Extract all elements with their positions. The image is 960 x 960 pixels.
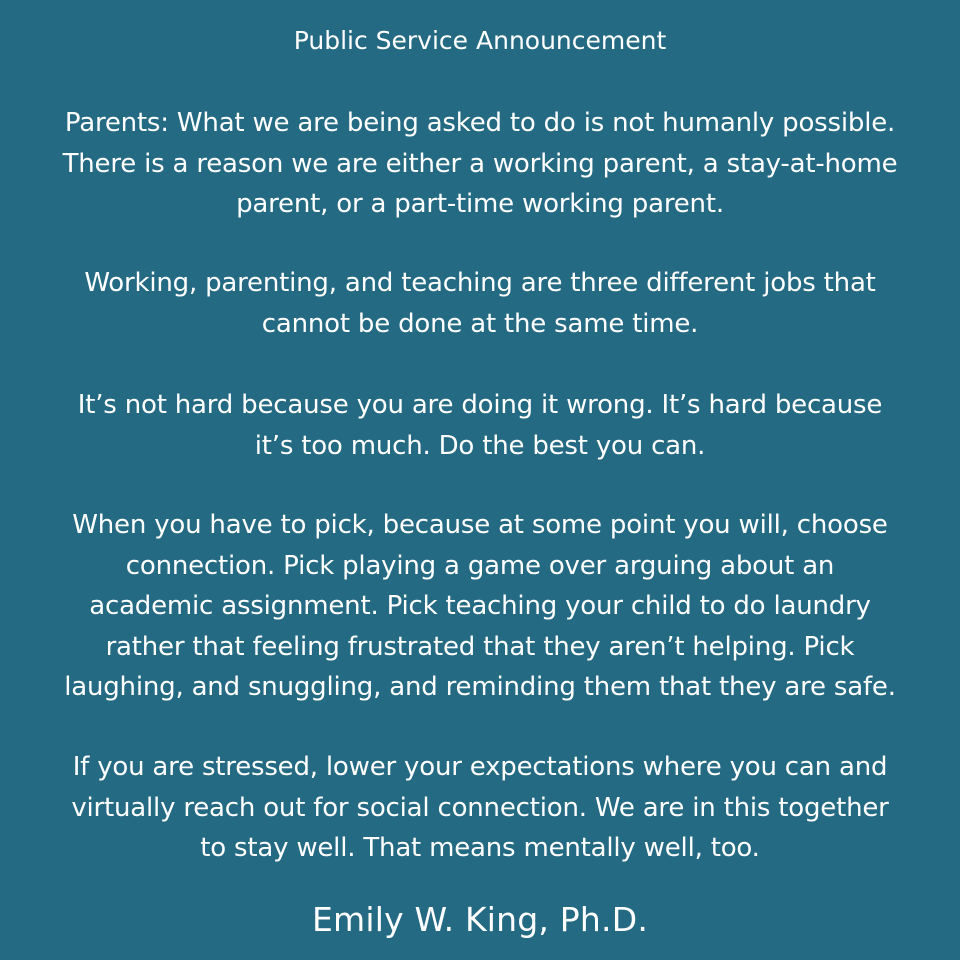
paragraph-line: to stay well. That means mentally well, too. [200,833,760,863]
paragraph-line: parent, or a part-time working parent. [236,189,724,219]
paragraph-line: cannot be done at the same time. [261,308,699,339]
paragraph-not-hard [20,385,940,466]
paragraph-line: laughing, and snuggling, and reminding them that they are safe. [64,672,896,702]
paragraph-line: connection. Pick playing a game over arguing about an [125,550,835,581]
paragraph-line: If you are stressed, lower your expectations where you can and [72,752,888,782]
paragraph-choose-connection [20,505,940,708]
paragraph-line: Working, parenting, and teaching are three different jobs that [84,268,876,298]
paragraph-line: rather that feeling frustrated that they aren’t helping. Pick [105,631,855,662]
author-signature: Emily W. King, Ph.D. [311,900,649,939]
paragraph-line: It’s not hard because you are doing it wrong. It’s hard because [77,390,883,420]
paragraph-line: academic assignment. Pick teaching your child to do laundry [89,591,871,621]
paragraph-line: Parents: What we are being asked to do is not humanly possible. [64,108,896,138]
paragraph-parents [20,103,940,225]
announcement-title: Public Service Announcement [293,26,667,55]
paragraph-stressed [20,747,940,869]
paragraph-line: it’s too much. Do the best you can. [254,430,706,461]
paragraph-line: When you have to pick, because at some point you will, choose [72,510,888,540]
paragraph-line: virtually reach out for social connection. We are in this together [71,792,889,823]
paragraph-line: There is a reason we are either a working parent, a stay-at-home [62,148,898,179]
paragraph-three-jobs [20,263,940,344]
